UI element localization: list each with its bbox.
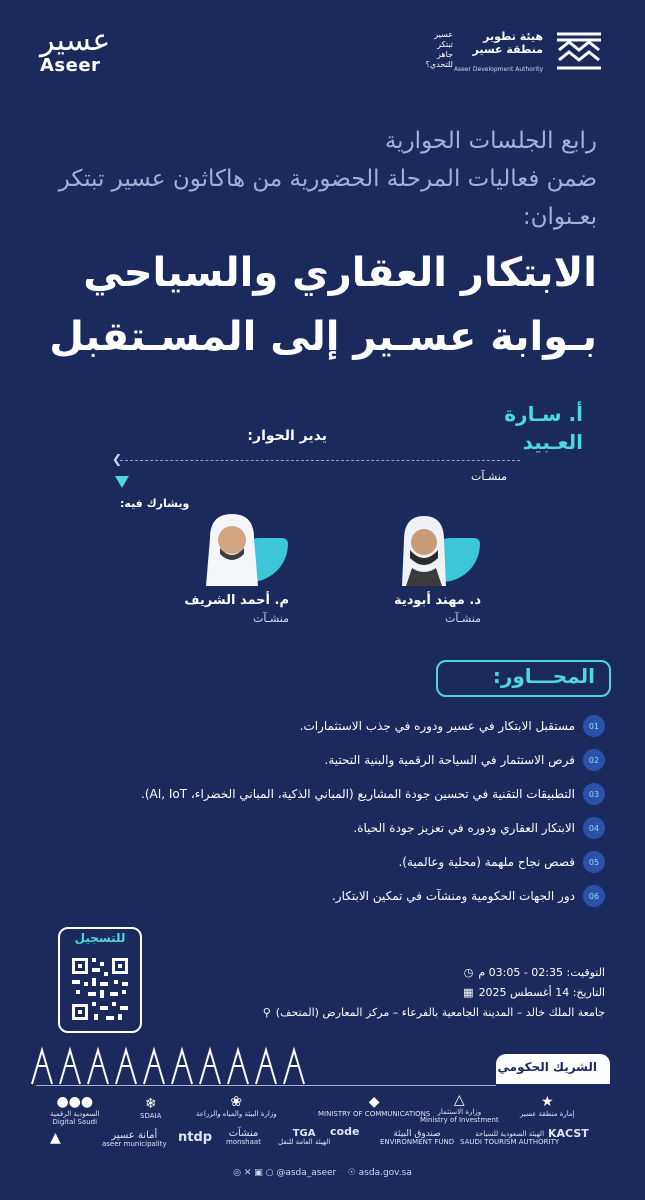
moderator-org: منشـآت [471,470,507,483]
axis-number: 02 [583,749,605,771]
logo-sub: aseer municipality [102,1140,167,1148]
axis-number: 05 [583,851,605,873]
slogan [403,30,453,70]
axis-number: 06 [583,885,605,907]
social-icons[interactable]: ◎ ✕ ▣ ○ [233,1168,274,1178]
mewa-icon: ❀ [230,1094,243,1110]
title-line-2: ضمن فعاليات المرحلة الحضورية من هاكاثون عسير تبتكر [58,166,597,192]
logo-name: وزارة الاستثمار [437,1108,482,1116]
list-item [45,817,605,839]
social-handle[interactable]: @asda_aseer [276,1168,337,1178]
title-line-1: رابع الجلسات الحوارية [384,128,597,154]
sta-logo [460,1130,559,1146]
tga-logo [278,1130,330,1146]
register-label[interactable]: للتسجيل [74,931,126,945]
logo-name: وزارة البيئة والمياه والزراعة [196,1110,277,1118]
axes-title: المحـــاور: [492,664,595,688]
emirate-icon: ★ [541,1094,554,1110]
slogan-line: عسير [434,30,453,39]
logo-sub: Digital Saudi [52,1118,98,1126]
code-logo [330,1125,360,1138]
monshaat-logo [226,1130,261,1146]
logo-name: ntdp [178,1130,213,1145]
logo-name: الهيئة السعودية للسياحة [475,1130,545,1138]
clock-icon: ◷ [463,966,474,979]
logo-name: منشآت [228,1128,259,1139]
authority-logo [405,22,605,82]
env-fund-logo [380,1130,454,1146]
event-date [463,986,605,999]
main-title-1: الابتكار العقاري والسياحي [83,250,597,296]
list-item [45,851,605,873]
authority-name: هيئة تطوير منطقة عسير [472,30,543,56]
list-item [45,749,605,771]
university-icon: ▲ [50,1130,61,1146]
location-pin-icon: ⚲ [262,1006,271,1019]
speaker-name: م. أحمد الشريف [184,593,289,608]
authority-emblem-icon [553,28,605,72]
website-link[interactable]: asda.gov.sa [358,1168,412,1178]
list-item [45,715,605,737]
ntdp-logo [178,1130,212,1146]
logo-sub: SAUDI TOURISM AUTHORITY [460,1138,560,1146]
logo-name: السعودية الرقمية [50,1110,100,1118]
digital-saudi-logo [50,1094,100,1126]
slogan-line: جاهز [436,50,453,59]
logo-name: code [330,1125,360,1138]
emirate-logo [520,1094,575,1118]
moderator-name-line: العـبيد [522,430,583,454]
moderator-name [473,400,583,456]
qr-code-icon[interactable] [70,954,130,1024]
axis-text: التطبيقات التقنية في تحسين جودة المشاريع (المباني الذكية، المباني الخضراء، AI, IoT). [141,787,575,801]
sdaia-logo [140,1096,161,1120]
mcit-icon: ◆ [368,1094,380,1110]
logo-sub: Ministry of Investment [420,1116,499,1124]
divider-arrow [120,460,520,461]
speaker-name: د. مهند أبودية [393,593,481,608]
digital-saudi-icon: ●●● [56,1094,94,1110]
speaker-photo [192,510,288,586]
mewa-logo [196,1094,277,1118]
logo-name: SDAIA [140,1112,162,1120]
logo-name: KACST [548,1127,589,1140]
misa-logo [420,1092,499,1124]
speaker-org: منشـآت [253,612,289,625]
event-time-text: التوقيت: 02:35 - 03:05 م [478,966,605,979]
logo-sub: monshaat [226,1138,261,1146]
title-line-3: بعـنوان: [522,204,597,230]
logo-name: TGA [292,1128,316,1139]
slogan-line: للتحدي؟ [425,60,453,69]
footer [0,1168,645,1178]
moderator-label: يدير الحوار: [247,428,327,444]
logo-name: MINISTRY OF COMMUNICATIONS [318,1110,431,1118]
aseer-logo [40,23,111,76]
list-item [45,783,605,805]
logo-name: إمارة منطقة عسير [520,1110,575,1118]
pointer-icon [115,476,129,488]
brand-arabic: عسير [40,23,111,58]
axis-text: قصص نجاح ملهمة (محلية وعالمية). [398,855,575,869]
event-time [464,966,605,979]
partner-label: الشريك الحكومي [497,1060,597,1074]
logo-name: صندوق البيئة [393,1129,441,1139]
chevron-left-icon: ❮ [112,452,123,466]
event-date-text: التاريخ: 14 أغسطس 2025 [478,986,605,999]
authority-english: Aseer Development Authority [453,66,543,73]
calendar-icon: ▦ [463,986,474,999]
university-logo [50,1130,61,1146]
event-location [263,1006,605,1019]
sdaia-icon: ❄ [144,1096,157,1112]
mcit-logo [318,1094,430,1118]
speaker-photo [384,510,480,586]
participants-label: ويشارك فيه: [120,497,190,510]
event-location-text: جامعة الملك خالد – المدينة الجامعية بالفرعاء – مركز المعارض (المتحف) [275,1006,605,1019]
axis-number: 01 [583,715,605,737]
axis-text: دور الجهات الحكومية ومنشآت في تمكين الابتكار. [331,889,575,903]
axis-text: مستقبل الابتكار في عسير ودوره في جذب الاستثمارات. [299,719,575,733]
kacst-logo [548,1127,589,1140]
axis-number: 03 [583,783,605,805]
slogan-line: تبتكر [437,40,453,49]
logo-sub: الهيئة العامة للنقل [278,1138,331,1146]
main-title-2: بـوابة عسـير إلى المسـتقبل [49,314,597,360]
axis-number: 04 [583,817,605,839]
list-item [45,885,605,907]
brand-english: Aseer [40,55,101,76]
globe-icon: ☉ [347,1168,356,1178]
axis-text: الابتكار العقاري ودوره في تعزيز جودة الحياة. [353,821,575,835]
axis-text: فرص الاستثمار في السياحة الرقمية والبنية التحتية. [324,753,575,767]
aseer-pattern-decoration [30,1046,310,1086]
person-icon [196,510,268,586]
logo-name: أمانة عسير [111,1130,158,1141]
person-icon [388,510,460,586]
misa-icon: △ [453,1092,465,1108]
logo-sub: ENVIRONMENT FUND [380,1138,455,1146]
speaker-org: منشـآت [445,612,481,625]
partner-divider [36,1085,496,1086]
moderator-name-line: أ. سـارة [504,402,583,426]
municipality-logo [102,1132,167,1148]
